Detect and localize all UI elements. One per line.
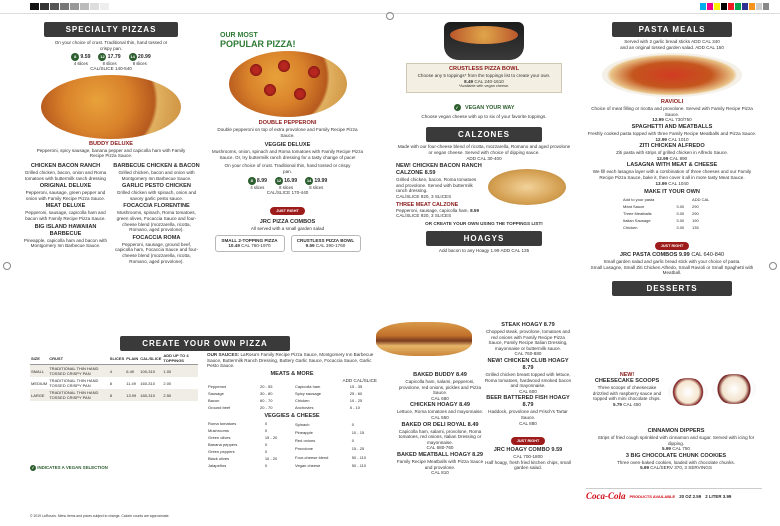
specialty-cal: CAL/SLICE 140-540 [90, 66, 132, 72]
pizza-bowl-desc: Choose any 5 toppings* from the toppings list to create your own. [417, 73, 551, 78]
item-desc: Grilled chicken, bacon and onion with Montgomery Inn Barbecue Sauce. [118, 169, 195, 181]
double-pepperoni-name: DOUBLE PEPPERONI [258, 120, 317, 126]
bowl-section: CRUSTLESS PIZZA BOWL Choose any 5 toppings* from the toppings list to create your own. 8.49 CAL 240-1610 *Available with vegan cheese. ✓ VEGAN YOUR WAY Choose vegan cheese with up to six of your favorite toppings. CALZONES Made with our four-cheese blend of ricotta, mozzarella, Romano and aged provolone or vegan cheese. Served with choice of dipping sauce. ADD CAL 30-400 NEW! CHICKEN BACON RANCH CALZONE 8.59 Grilled chicken, bacon, Roma tomatoes and provolone. Served with buttermilk ranch dressing. CAL/SLICE 920, 3 SLICES THREE MEAT CALZONE Pepperoni, sausage, capicolla ham. 8.59 CAL/SLICE 920, 3 SLICES OR CREATE YOUR OWN USING THE TOPPINGS LIST! HOAGYS Add bacon to any Hoagy 1.99 ADD CAL 135 [396, 22, 572, 254]
three-meat-name: THREE MEAT CALZONE [396, 201, 459, 208]
item-name: ORIGINAL DELUXE [39, 183, 92, 190]
specialty-list [22, 163, 200, 264]
specialty-sizes [22, 53, 200, 66]
combo-small-pizza: SMALL 2-TOPPING PIZZA 10.49 CAL 760-1970 [215, 235, 285, 252]
veggies-title: VEGGIES & CHEESE [264, 413, 320, 420]
item-name: BEER BATTERED FISH HOAGY 8.79 [486, 395, 570, 409]
create-header: SIZE CRUST SLICES PLAIN CAL/SLICE ADD UP TO 4 TOPPINGS [30, 352, 198, 365]
calzone-photo [484, 163, 572, 209]
calzones-intro: Made with our four-cheese blend of ricotta, mozzarella, Romano and aged provolone or vegan cheese. Served with choice of dipping sauce. [397, 144, 571, 155]
pizza-combos-title: JRC PIZZA COMBOS [259, 219, 316, 226]
footer-note: © 2019 LaRosa's. Menu items and prices subject to change. Calorie counts are approximate. [30, 514, 170, 518]
meats-list: Pepperoni 20 - 55 Sausage 30 - 80 Bacon 60 - 70 Ground beef 20 - 70 Capicolla ham 15 - 35 Spicy sausage 25 - 60 Chicken 10 - 25 Anchovies 5 - 10 [208, 384, 363, 411]
veggies-list: Roma tomatoes 0 Mushrooms 0 Green olives 15 - 20 Banana peppers 0 Green peppers 0 Black olives 10 - 20 Jalapeños 0 Spinach 0 Pineapple 10 - 15 Red onions 0 Provolone 15 - 25 Four-cheese blend 50 - 110 Vegan cheese 50 - 110 [208, 421, 367, 469]
specialty-list-left [22, 163, 109, 264]
item-name: FOCACCIA ROMA [132, 234, 181, 241]
coca-cola-logo: Coca-Cola [586, 491, 626, 501]
item-name: BAKED OR DELI ROYAL 8.49 [401, 421, 479, 428]
size-12: 12 17.79 8 slices [100, 54, 121, 67]
create-title: CREATE YOUR OWN PIZZA [120, 336, 290, 351]
pizza-combos-options [210, 235, 365, 252]
specialty-title: SPECIALTY PIZZAS [44, 22, 178, 37]
veggie-cal: CAL/SLICE 170-440 [266, 189, 309, 195]
desserts-more: CINNAMON DIPPERS Strips of fried cough sprinkled with cinnamon and sugar. Served with icing for dipping. 5.99 CAL 750 3 BIG CHOCOLATE CHUNK COOKIES Three oven-baked cookies, loaded with chocolate chunks. 5.99 CAL/SERV 370, 3 SERVINGS [597, 428, 755, 471]
create-table [30, 352, 198, 471]
pasta-section: PASTA MEALS Served with 2 garlic bread sticks ADD CAL 340 and an original tossed garden salad. ADD CAL 150 RAVIOLI Choice of meat filling or ricotta and provolone. Served with Family Recipe Pizza Sauce. 12.99 CAL 730/750 SPAGHETTI AND MEATBALLS Freshly cooked pasta topped with three Family Recipe Meatballs and Pizza Sauce. 12.99 CAL 1010 ZITI CHICKEN ALFREDO Ziti pasta with strips of grilled chicken in Alfredo Sauce. 12.99 CAL 890 LASAGNA WITH MEAT & CHEESE We fill each lasagna layer with a combination of three cheeses and our Family Recipe Pizza Sauce, bake it, then cover it all in more tasty Meat Sauce. 13.99 CAL 1040 MAKE IT YOUR OWN Add to your pasta ADD CAL Meat Sauce 3.00 290 Three Meatballs 3.00 290 Italian Sausage 3.00 190 Chicken 3.00 135 JUST RIGHT JRC PASTA COMBOS 9.99 CAL 640-840 Small garden salad and garlic bread stick with your choice of pasta. Small Lasagne, Small Ziti Chicken Alfredo, Small Ravioli or Small Spaghetti with Meatball. DESSERTS [586, 22, 758, 296]
vegan-way: ✓ VEGAN YOUR WAY [455, 104, 515, 111]
vegan-note: ✓ INDICATES A VEGAN SELECTION [31, 465, 108, 470]
specialty-intro: On your choice of crust. Traditional thin, hand tossed or crispy pan. [54, 40, 168, 51]
item-name: SPAGHETTI AND MEATBALLS [631, 123, 713, 130]
hoagys-right: STEAK HOAGY 8.79 Chopped steak, provolone, tomatoes and red onions with Family Recipe Pizza Sauce, Family Recipe Italian Dressing, mayonnaise or buttermilk sauce. CAL 760-880 NEW! CHICKEN CLUB HOAGY 8.79 Grilled chicken breast topped with lettuce, Roma tomatoes, hardwood smoked bacon and mayonnaise. CAL 600 BEER BATTERED FISH HOAGY 8.79 Haddock, provolone and Frisch's Tartar Sauce. CAL 880 JUST RIGHT JRC HOAGY COMBO 9.59 CAL 700-1800 Half hoagy, fresh fried kitchen chips, small garden salad. [484, 322, 572, 471]
vegan-way-desc: Choose vegan cheese with up to six of your favorite toppings. [421, 113, 547, 119]
double-pepperoni-photo [229, 51, 347, 117]
table-row: SMALL TRADITIONAL THIN HAND TOSSED CRISPY PAN 4 6.49 100-310 1.00 [30, 365, 198, 378]
vegan-leaf-icon: ✓ [31, 465, 35, 470]
item-name: BAKED MEATBALL HOAGY 8.29 [396, 451, 484, 458]
registration-mark-right [769, 262, 777, 270]
registration-mark-top [386, 12, 394, 20]
just-right-badge: JUST RIGHT [210, 199, 365, 217]
item-name: ZITI CHICKEN ALFREDO [639, 143, 705, 150]
buddy-deluxe-photo [41, 75, 181, 139]
coca-cola-row: Coca-Cola PRODUCTS AVAILABLE 20 OZ 2.59 2 LITER 3.99 [586, 488, 762, 501]
item-name: STEAK HOAGY 8.79 [501, 322, 555, 328]
veggie-sizes: 8 8.99 4 slices 12 16.99 8 slices 14 19.99 8 slices [210, 177, 365, 190]
item-desc: Grilled chicken with spinach, onion and savory garlic pesto sauce. [116, 190, 197, 201]
hoagys-title: HOAGYS [426, 231, 542, 246]
make-it-your-own-title: MAKE IT YOUR OWN [644, 189, 700, 196]
pizza-bowl-box: CRUSTLESS PIZZA BOWL Choose any 5 toppings* from the toppings list to create your own. 8.49 CAL 240-1610 *Available with vegan cheese. [406, 63, 562, 93]
pasta-title: PASTA MEALS [612, 22, 732, 37]
buddy-deluxe-desc: Pepperoni, spicy sausage, banana pepper and capicolla ham with Family Recipe Pizza Sauce. [36, 147, 186, 159]
item-desc: Grilled chicken, bacon, onion and Roma tomatoes with buttermilk ranch dressing [24, 169, 107, 181]
item-name: BAKED BUDDY 8.49 [413, 372, 467, 378]
pizza-bowl-photo [444, 22, 524, 60]
item-desc: Mushrooms, spinach, Roma tomatoes, green olives, Focaccia Sauce and four-cheese blend (mozzarella, ricotta, Romano, aged provolone). [116, 210, 197, 233]
calzones-title: CALZONES [426, 127, 542, 142]
item-name: NEW! CHICKEN CLUB HOAGY 8.79 [487, 357, 569, 371]
create-section [30, 336, 380, 351]
combo-pizza-bowl: CRUSTLESS PIZZA BOWL 9.59 CAL 390-1760 [291, 235, 361, 252]
item-name: CHICKEN BACON RANCH [30, 162, 101, 169]
item-name: CHICKEN HOAGY 8.49 [410, 402, 470, 409]
just-right-badge: JUST RIGHT [484, 429, 572, 447]
ravioli-name: RAVIOLI [660, 99, 684, 106]
popular-heading: OUR MOST POPULAR PIZZA! [220, 32, 296, 49]
pizza-combos-sub: All served with a small garden salad [250, 226, 325, 232]
table-row: MEDIUM TRADITIONAL THIN HAND TOSSED CRISPY PAN 8 11.49 160-310 2.00 [31, 378, 172, 388]
cheesecake-photo [664, 370, 762, 410]
toppings: OUR SAUCES: LaRosa's Family Recipe Pizza Sauce, Montgomery Inn Barbecue Sauce, Buttermilk Ranch Dressing, Buttery Garlic Sauce, Focaccia Sauce, Garlic Pesto Sauce. MEATS & MORE ADD CAL/SLICE Pepperoni 20 - 55 Sausage 30 - 80 Bacon 60 - 70 Ground beef 20 - 70 Capicolla ham 15 - 35 Spicy sausage 25 - 60 Chicken 10 - 25 Anchovies 5 - 10 VEGGIES & CHEESE Roma tomatoes 0 Mushrooms 0 Green olives 15 - 20 Banana peppers 0 Green peppers 0 Black olives 10 - 20 Jalapeños 0 Spinach 0 Pineapple 10 - 15 Red onions 0 Provolone 15 - 25 Four-cheese blend 50 - 110 Vegan cheese 50 - 110 [207, 352, 377, 469]
desserts-title: DESSERTS [612, 281, 732, 296]
pasta-combo-name: JRC PASTA COMBOS 9.99 CAL 640-840 [619, 252, 725, 259]
calzone-new-name: NEW! CHICKEN BACON RANCH CALZONE 8.59 [396, 163, 482, 177]
make-it-your-own-table: Add to your pasta ADD CAL Meat Sauce 3.00 290 Three Meatballs 3.00 290 Italian Sausage 3.00 190 Chicken 3.00 135 [623, 197, 710, 231]
double-pepperoni-desc: Double pepperoni on top of extra provolone and Family Recipe Pizza Sauce. [217, 127, 358, 138]
item-name: MEAT DELUXE [45, 203, 86, 210]
calzone-items: NEW! CHICKEN BACON RANCH CALZONE 8.59 Grilled chicken, bacon, Roma tomatoes and provolone. Served with buttermilk ranch dressing. CAL/SLICE 920, 3 SLICES THREE MEAT CALZONE Pepperoni, sausage, capicolla ham. 8.59 CAL/SLICE 920, 3 SLICES [396, 163, 572, 219]
popular-section [210, 22, 365, 252]
registration-mark-left [3, 262, 11, 270]
item-name: GARLIC PESTO CHICKEN [122, 183, 191, 190]
item-desc: Pineapple, capicolla ham and bacon with Montgomery Inn Barbecue Sauce. [23, 237, 108, 249]
size-8: 8 9.59 4 slices [71, 53, 90, 66]
item-name: BIG ISLAND HAWAIIAN BARBECUE [34, 223, 97, 237]
hoagys-left: BAKED BUDDY 8.49 Capicolla ham, salami, pepperoni, provolone, red onions, pickles and Pizza Sauce. CAL 680 CHICKEN HOAGY 8.49 Lettuce, Roma tomatoes and mayonnaise. CAL 550 BAKED OR DELI ROYAL 8.49 Capicolla ham, salami, provolone, Roma tomatoes, red onions, Italian Dressing or mayonnaise. CAL 680-760 BAKED MEATBALL HOAGY 8.29 Family Recipe Meatballs with Pizza Sauce and provolone. CAL 810 [396, 372, 484, 476]
vegan-leaf-icon: ✓ [455, 104, 459, 110]
ravioli-photo [602, 53, 742, 97]
item-desc: Pepperoni, sausage, capicolla ham and bacon with Family Recipe Pizza Sauce. [25, 210, 106, 221]
pizza-bowl-title: CRUSTLESS PIZZA BOWL [448, 66, 520, 72]
veggie-deluxe-name: VEGGIE DELUXE [264, 142, 311, 149]
item-name: FOCACCIA FLORENTINE [123, 203, 190, 210]
buddy-deluxe-name: BUDDY DELUXE [88, 140, 134, 147]
specialty-list-right [113, 163, 200, 264]
just-right-badge: JUST RIGHT [586, 234, 758, 252]
hoagy-photo [370, 316, 478, 364]
item-name: LASAGNA WITH MEAT & CHEESE [626, 162, 718, 169]
grayscale-bar [30, 3, 109, 10]
meats-title: MEATS & MORE [270, 370, 314, 377]
item-desc: Pepperoni, sausage, green pepper and onion with Family Recipe Pizza Sauce. [25, 190, 106, 201]
veggie-crust: On your choice of crust. Traditional thin, hand tossed or crispy pan. [224, 163, 351, 174]
size-14: 14 20.99 8 slices [130, 54, 151, 67]
hoagy-combo-name: JRC HOAGY COMBO 9.59 [493, 447, 563, 454]
table-row: LARGE TRADITIONAL THIN HAND TOSSED CRISPY PAN 8 13.99 180-310 2.50 [30, 389, 198, 401]
item-name: BARBECUE CHICKEN & BACON [113, 162, 200, 169]
color-bar [700, 3, 769, 10]
hoagys-intro: Add bacon to any Hoagy 1.99 ADD CAL 135 [438, 248, 530, 254]
specialty-section [22, 22, 200, 264]
veggie-deluxe-desc: Mushrooms, onion, spinach and Roma tomatoes with Family Recipe Pizza Sauce. Or, try buttermilk ranch dressing for a tasty change of pace! [211, 149, 364, 160]
item-desc: Pepperoni, sausage, ground beef, capicolla ham, Focaccia Sauce and four-cheese blend (mozzarella, ricotta, Romano, aged provolone). [115, 241, 198, 264]
desserts-cheesecake: NEW! CHEESECAKE SCOOPS Three scoops of cheesecake drizzled with raspberry sauce and topped with mini chocolate chips. 5.79 CAL 450 [592, 372, 662, 407]
calzones-own: OR CREATE YOUR OWN USING THE TOPPINGS LIST! [425, 220, 543, 226]
